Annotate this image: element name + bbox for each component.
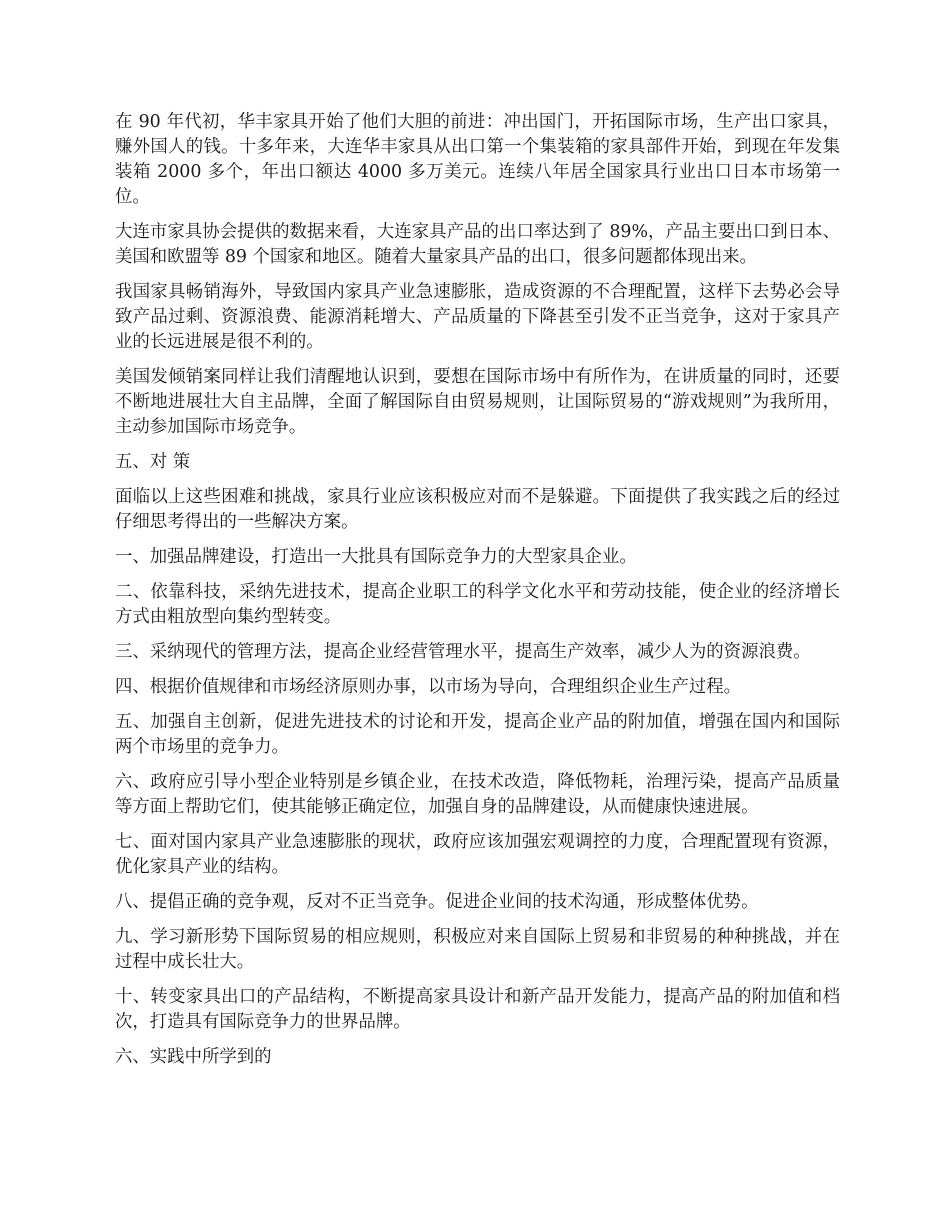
paragraph-industry-expansion: 我国家具畅销海外，导致国内家具产业急速膨胀，造成资源的不合理配置，这样下去势必会导致产品过剩、资源浪费、能源消耗增大、产品质量的下降甚至引发不正当竞争，这对于家具产业的长远进展是很不利的。: [115, 282, 840, 352]
list-item-8: 八、提倡正确的竞争观，反对不正当竞争。促进企业间的技术沟通，形成整体优势。: [115, 892, 759, 912]
document-body: [115, 110, 840, 1080]
list-item-9: 九、学习新形势下国际贸易的相应规则，积极应对来自国际上贸易和非贸易的种种挑战，并在过程中成长壮大。: [115, 927, 840, 972]
list-item-4: 四、根据价值规律和市场经济原则办事，以市场为导向，合理组织企业生产过程。: [115, 677, 742, 697]
section-heading-lessons: 六、实践中所学到的: [115, 1047, 272, 1067]
list-item-5: 五、加强自主创新，促进先进技术的讨论和开发，提高企业产品的附加值，增强在国内和国际两个市场里的竞争力。: [115, 712, 840, 757]
list-item-6: 六、政府应引导小型企业特别是乡镇企业，在技术改造，降低物耗，治理污染，提高产品质量等方面上帮助它们，使其能够正确定位，加强自身的品牌建设，从而健康快速进展。: [115, 772, 840, 817]
list-item-10: 十、转变家具出口的产品结构，不断提高家具设计和新产品开发能力，提高产品的附加值和档次，打造具有国际竞争力的世界品牌。: [115, 987, 840, 1032]
list-item-1: 一、加强品牌建设，打造出一大批具有国际竞争力的大型家具企业。: [115, 547, 637, 567]
list-item-3: 三、采纳现代的管理方法，提高企业经营管理水平，提高生产效率，减少人为的资源浪费。: [115, 642, 811, 662]
list-item-7: 七、面对国内家具产业急速膨胀的现状，政府应该加强宏观调控的力度，合理配置现有资源，优化家具产业的结构。: [115, 832, 840, 877]
list-item-2: 二、依靠科技，采纳先进技术，提高企业职工的科学文化水平和劳动技能，使企业的经济增长方式由粗放型向集约型转变。: [115, 582, 840, 627]
paragraph-export-data: 大连市家具协会提供的数据来看，大连家具产品的出口率达到了 89%，产品主要出口到日本、美国和欧盟等 89 个国家和地区。随着大量家具产品的出口，很多问题都体现出来。: [115, 222, 840, 267]
paragraph-export-history: 在 90 年代初，华丰家具开始了他们大胆的前进：冲出国门，开拓国际市场，生产出口家具，赚外国人的钱。十多年来，大连华丰家具从出口第一个集装箱的家具部件开始，到现在年发集装箱 2000 多个，年出口额达 4000 多万美元。连续八年居全国家具行业出口日本市场第一位。: [115, 112, 840, 207]
paragraph-intro-solutions: 面临以上这些困难和挑战，家具行业应该积极应对而不是躲避。下面提供了我实践之后的经过仔细思考得出的一些解决方案。: [115, 487, 840, 532]
paragraph-dumping-case: 美国发倾销案同样让我们清醒地认识到，要想在国际市场中有所作为，在讲质量的同时，还要不断地进展壮大自主品牌，全面了解国际自由贸易规则，让国际贸易的“游戏规则”为我所用，主动参加国际市场竞争。: [115, 367, 840, 437]
section-heading-countermeasures: 五、对 策: [115, 452, 191, 472]
